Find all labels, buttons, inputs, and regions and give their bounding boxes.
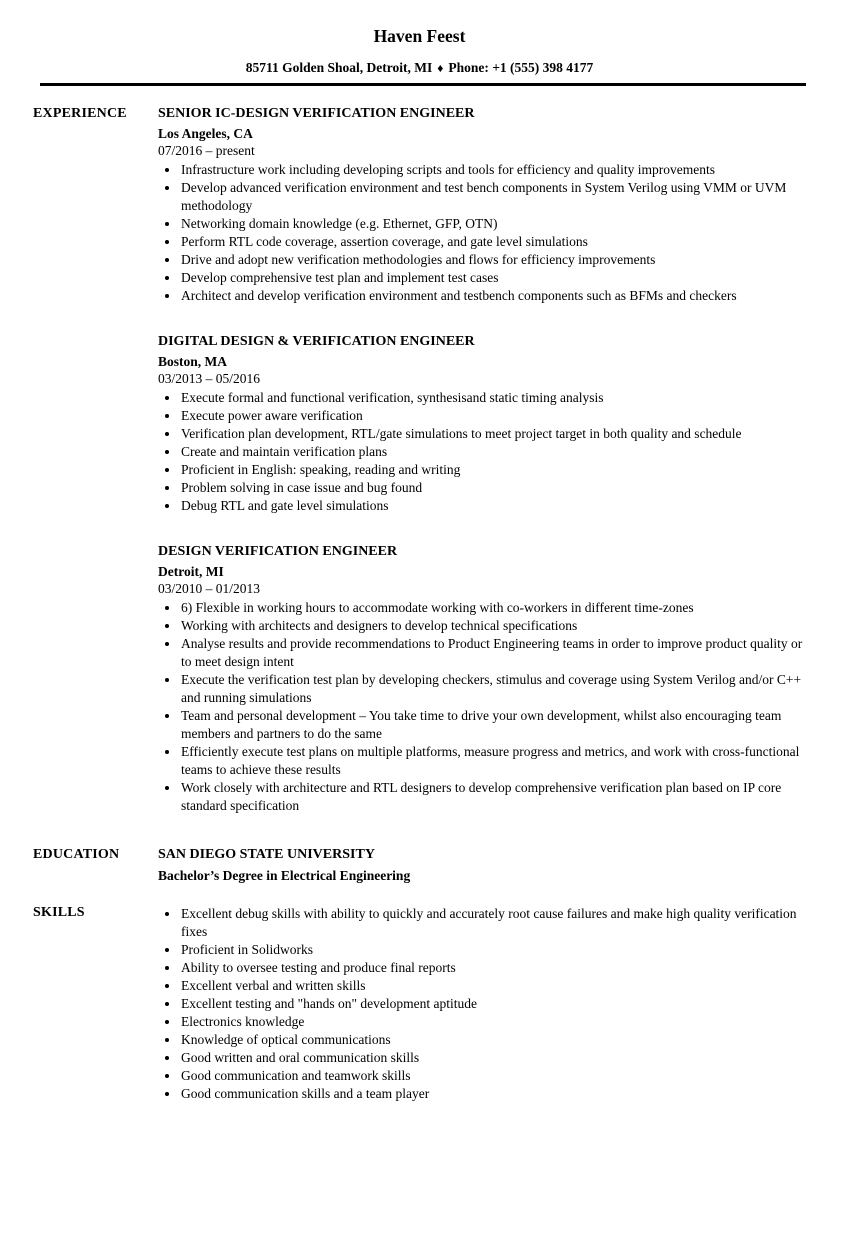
experience-content xyxy=(158,106,806,815)
education-section xyxy=(33,847,806,883)
skills-section xyxy=(33,905,806,1103)
skills-list xyxy=(158,905,806,1103)
job-dates: 07/2016 – present xyxy=(158,143,255,158)
bullet-item: • Verification plan development, RTL/gate simulations to meet project target in both quality and schedule xyxy=(180,425,806,443)
job-title: DESIGN VERIFICATION ENGINEER xyxy=(158,544,398,559)
bullet-item: • 6) Flexible in working hours to accommodate working with co-workers in different time-zones xyxy=(180,599,806,617)
bullet-item: • Develop comprehensive test plan and implement test cases xyxy=(180,269,806,287)
bullet-item: • Architect and develop verification environment and testbench components such as BFMs and checkers xyxy=(180,287,806,305)
bullet-item: • Working with architects and designers to develop technical specifications xyxy=(180,617,806,635)
job-bullets xyxy=(158,599,806,815)
contact-line xyxy=(33,60,806,76)
experience-section xyxy=(33,106,806,815)
job-entry xyxy=(158,334,806,515)
bullet-item: • Develop advanced verification environment and test bench components in System Verilog using VMM or UVM methodology xyxy=(180,179,806,215)
job-location: Los Angeles, CA xyxy=(158,126,253,141)
skill-item: • Excellent verbal and written skills xyxy=(180,977,806,995)
bullet-item: • Proficient in English: speaking, reading and writing xyxy=(180,461,806,479)
header-rule xyxy=(40,83,806,86)
address-text: 85711 Golden Shoal, Detroit, MI xyxy=(245,60,433,75)
resume-header xyxy=(33,26,806,86)
job-dates: 03/2013 – 05/2016 xyxy=(158,371,261,386)
bullet-item: • Analyse results and provide recommendations to Product Engineering teams in order to improve product quality or to meet design intent xyxy=(180,635,806,671)
bullet-item: • Execute the verification test plan by developing checkers, stimulus and coverage using System Verilog and/or C++ and running simulations xyxy=(180,671,806,707)
bullet-item: • Perform RTL code coverage, assertion coverage, and gate level simulations xyxy=(180,233,806,251)
job-bullets xyxy=(158,161,806,305)
skill-item: • Proficient in Solidworks xyxy=(180,941,806,959)
bullet-item: • Efficiently execute test plans on multiple platforms, measure progress and metrics, and work with cross-functional teams to achieve these results xyxy=(180,743,806,779)
degree-name: Bachelor’s Degree in Electrical Engineering xyxy=(158,868,411,883)
education-content xyxy=(158,847,806,883)
skill-item: • Knowledge of optical communications xyxy=(180,1031,806,1049)
phone-text: Phone: +1 (555) 398 4177 xyxy=(448,60,594,75)
skill-item: • Ability to oversee testing and produce final reports xyxy=(180,959,806,977)
job-dates: 03/2010 – 01/2013 xyxy=(158,581,261,596)
job-bullets xyxy=(158,389,806,515)
bullet-item: • Drive and adopt new verification methodologies and flows for efficiency improvements xyxy=(180,251,806,269)
job-location: Boston, MA xyxy=(158,354,228,369)
bullet-item: • Infrastructure work including developing scripts and tools for efficiency and quality improvements xyxy=(180,161,806,179)
skill-item: • Good communication and teamwork skills xyxy=(180,1067,806,1085)
job-entry xyxy=(158,106,806,305)
skill-item: • Good written and oral communication skills xyxy=(180,1049,806,1067)
skill-item: • Good communication skills and a team player xyxy=(180,1085,806,1103)
bullet-item: • Create and maintain verification plans xyxy=(180,443,806,461)
bullet-item: • Execute power aware verification xyxy=(180,407,806,425)
skill-item: • Electronics knowledge xyxy=(180,1013,806,1031)
skill-item: • Excellent debug skills with ability to quickly and accurately root cause failures and make high quality verification fixes xyxy=(180,905,806,941)
bullet-item: • Debug RTL and gate level simulations xyxy=(180,497,806,515)
bullet-item: • Work closely with architecture and RTL designers to develop comprehensive verification plan based on IP core standard specification xyxy=(180,779,806,815)
bullet-item: • Problem solving in case issue and bug found xyxy=(180,479,806,497)
skills-content xyxy=(158,905,806,1103)
job-title: DIGITAL DESIGN & VERIFICATION ENGINEER xyxy=(158,334,475,349)
bullet-item: • Team and personal development – You take time to drive your own development, whilst also encouraging team members and partners to do the same xyxy=(180,707,806,743)
bullet-item: • Execute formal and functional verification, synthesisand static timing analysis xyxy=(180,389,806,407)
job-location: Detroit, MI xyxy=(158,564,224,579)
section-label-education: EDUCATION xyxy=(33,847,120,862)
job-entry xyxy=(158,544,806,815)
section-label-skills: SKILLS xyxy=(33,905,85,920)
school-name: SAN DIEGO STATE UNIVERSITY xyxy=(158,847,375,862)
skill-item: • Excellent testing and "hands on" development aptitude xyxy=(180,995,806,1013)
person-name: Haven Feest xyxy=(373,26,466,46)
diamond-separator-icon: ♦ xyxy=(437,61,444,75)
section-label-experience: EXPERIENCE xyxy=(33,106,127,121)
job-title: SENIOR IC-DESIGN VERIFICATION ENGINEER xyxy=(158,106,475,121)
bullet-item: • Networking domain knowledge (e.g. Ethernet, GFP, OTN) xyxy=(180,215,806,233)
